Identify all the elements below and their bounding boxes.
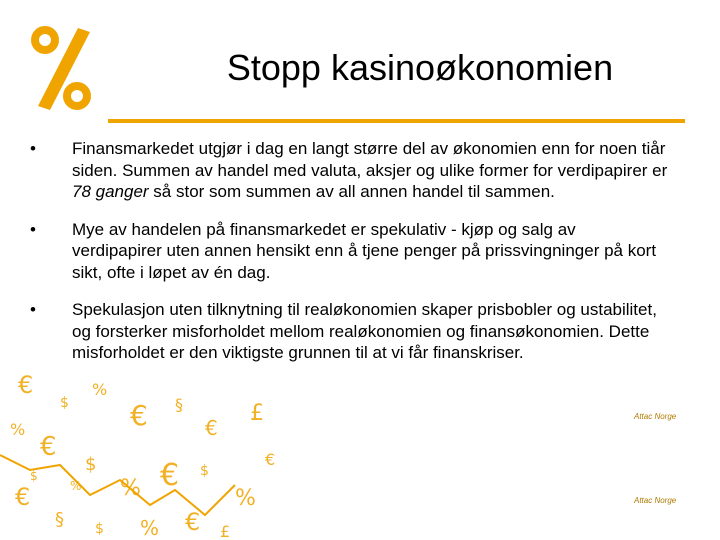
svg-text:%: % xyxy=(140,516,160,540)
bullet-list xyxy=(0,138,720,380)
svg-text:€: € xyxy=(265,450,276,469)
svg-text:%: % xyxy=(235,486,256,511)
bullet-text-part: Finansmarkedet utgjør i dag en langt større del av økonomien enn for noen tiår siden. Summen av handel med valuta, aksjer og ulike former for verdipapirer er xyxy=(72,139,668,180)
svg-text:%: % xyxy=(120,476,141,501)
svg-text:%: % xyxy=(10,420,26,439)
bullet-text-part: så stor som summen av all annen handel til sammen. xyxy=(148,182,555,201)
svg-text:§: § xyxy=(175,395,183,414)
percent-logo-icon xyxy=(28,22,94,114)
svg-text:€: € xyxy=(18,371,34,399)
svg-text:€: € xyxy=(205,416,218,440)
svg-text:%: % xyxy=(92,380,108,399)
footer-credit: Attac Norge xyxy=(634,496,677,505)
currency-symbols-collage-icon xyxy=(0,365,300,540)
bullet-item xyxy=(0,299,720,364)
svg-text:$: $ xyxy=(60,395,69,411)
svg-text:£: £ xyxy=(250,401,264,426)
bullet-emphasis: 78 ganger xyxy=(72,182,149,201)
svg-text:§: § xyxy=(55,509,64,530)
title-underline xyxy=(108,119,685,123)
svg-text:$: $ xyxy=(85,454,97,475)
footer-credit: Attac Norge xyxy=(634,412,677,421)
bullet-item xyxy=(0,138,720,203)
svg-text:€: € xyxy=(185,508,201,536)
bullet-text: Mye av handelen på finansmarkedet er spekulativ - kjøp og salg av verdipapirer uten annen hensikt enn å tjene penger på prissvingninger på kort sikt, ofte i løpet av én dag. xyxy=(72,219,657,282)
svg-text:%: % xyxy=(70,479,82,493)
svg-text:$: $ xyxy=(200,463,209,479)
svg-text:£: £ xyxy=(220,522,231,540)
bullet-marker: • xyxy=(30,300,36,319)
svg-text:€: € xyxy=(130,399,148,432)
bullet-item xyxy=(0,219,720,284)
svg-text:$: $ xyxy=(95,521,104,537)
bullet-text: Spekulasjon uten tilknytning til realøkonomien skaper prisbobler og ustabilitet, og forsterker misforholdet mellom realøkonomien og finansøkonomien. Dette misforholdet er den viktigste grunnen til at vi får finanskriser. xyxy=(72,300,657,362)
slide-title: Stopp kasinoøkonomien xyxy=(226,47,614,88)
svg-text:€: € xyxy=(160,458,180,493)
bullet-marker: • xyxy=(30,139,36,158)
svg-text:$: $ xyxy=(30,469,38,483)
bullet-marker: • xyxy=(30,219,36,239)
bullet-text xyxy=(72,138,670,203)
svg-text:€: € xyxy=(40,432,57,462)
svg-text:€: € xyxy=(15,483,31,511)
